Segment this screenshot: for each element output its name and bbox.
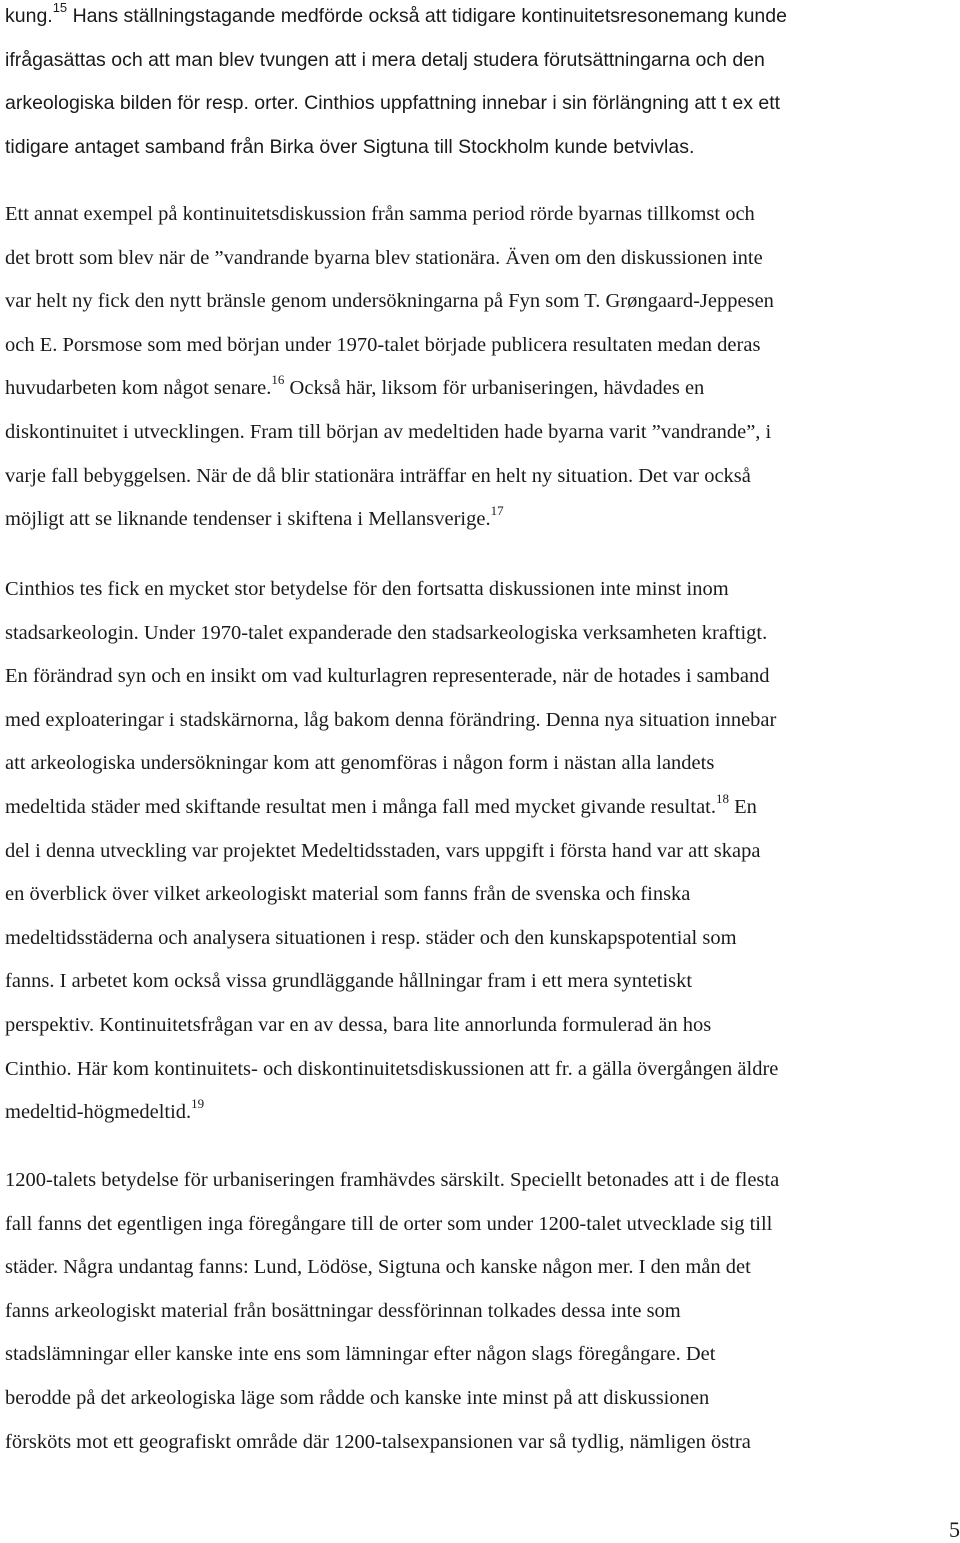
text-line (5, 1091, 778, 1135)
footnote-ref-17: 17 (490, 503, 504, 519)
paragraph-4 (5, 1159, 779, 1464)
text-line: ifrågasättas och att man blev tvungen att i mera detalj studera förutsättningarna och den (5, 48, 765, 71)
text-line: det brott som blev när de ”vandrande byarna blev stationära. Även om den diskussionen inte (5, 246, 763, 269)
text-line: försköts mot ett geografiskt område där 1200-talsexpansionen var så tydlig, nämligen östra (5, 1430, 751, 1453)
text-line: varje fall bebyggelsen. När de då blir stationära inträffar en helt ny situation. Det var också (5, 464, 751, 487)
text-line (5, 786, 778, 830)
line-text: huvudarbeten kom något senare. (5, 377, 272, 400)
line-text: En (729, 795, 757, 818)
footnote-ref-15: 15 (52, 0, 68, 15)
paragraph-1 (5, 0, 787, 169)
text-line: diskontinuitet i utvecklingen. Fram till början av medeltiden hade byarna varit ”vandrande”, i (5, 420, 772, 443)
text-line (5, 82, 787, 126)
text-line: stadslämningar eller kanske inte ens som lämningar efter någon slags föregångare. Det (5, 1343, 716, 1366)
text-line (5, 367, 774, 411)
line-text: arkeologiska bilden för resp. orter. (5, 92, 299, 115)
text-line: en överblick över vilket arkeologiskt material som fanns från de svenska och finska (5, 883, 691, 906)
text-line: fanns arkeologiskt material från bosättningar dessförinnan tolkades dessa inte som (5, 1299, 681, 1322)
text-line: var helt ny fick den nytt bränsle genom undersökningarna på Fyn som T. Grøngaard-Jeppesen (5, 290, 774, 313)
line-text: Cinthios uppfattning innebar i sin förlängning att t ex ett (298, 92, 781, 115)
text-line: städer. Några undantag fanns: Lund, Lödöse, Sigtuna och kanske någon mer. I den mån det (5, 1256, 751, 1279)
text-line: och E. Porsmose som med början under 1970-talet började publicera resultaten medan deras (5, 333, 761, 356)
footnote-ref-19: 19 (191, 1096, 205, 1112)
text-line: fanns. I arbetet kom också vissa grundläggande hållningar fram i ett mera syntetiskt (5, 970, 693, 993)
footnote-ref-18: 18 (716, 790, 729, 806)
line-text: medeltida städer med skiftande resultat men i många fall med mycket givande resultat. (5, 795, 716, 818)
text-line: medeltidsstäderna och analysera situationen i resp. städer och den kunskapspotential som (5, 926, 737, 949)
line-text: medeltid-högmedeltid. (5, 1101, 192, 1124)
page-number: 5 (949, 1517, 960, 1542)
text-line: 1200-talets betydelse för urbaniseringen framhävdes särskilt. Speciellt betonades att i de flesta (5, 1169, 780, 1191)
text-line: med exploateringar i stadskärnorna, låg bakom denna förändring. Denna nya situation innebar (5, 708, 777, 731)
text-line: tidigare antaget samband från Birka över Sigtuna till Stockholm kunde betvivlas. (5, 135, 695, 158)
line-text: Också här, liksom för urbaniseringen, hävdades en (284, 377, 705, 400)
text-line: Ett annat exempel på kontinuitetsdiskussion från samma period rörde byarnas tillkomst och (5, 203, 755, 225)
text-line: Cinthio. Här kom kontinuitets- och diskontinuitetsdiskussionen att fr. a gälla övergången äldre (5, 1057, 779, 1080)
text-line: att arkeologiska undersökningar kom att genomföras i någon form i nästan alla landets (5, 752, 715, 775)
line-text: möjligt att se liknande tendenser i skiftena i Mellansverige. (5, 508, 491, 531)
text-line: Cinthios tes fick en mycket stor betydelse för den fortsatta diskussionen inte minst inom (5, 578, 729, 600)
text-line: berodde på det arkeologiska läge som rådde och kanske inte minst på att diskussionen (5, 1386, 710, 1409)
paragraph-3 (5, 568, 778, 1135)
paragraph-2 (5, 193, 774, 542)
text-line (5, 498, 774, 542)
text-line: del i denna utveckling var projektet Medeltidsstaden, vars uppgift i första hand var att skapa (5, 839, 761, 862)
text-line: fall fanns det egentligen inga föregångare till de orter som under 1200-talet utvecklade sig till (5, 1212, 773, 1235)
text-line: stadsarkeologin. Under 1970-talet expanderade den stadsarkeologiska verksamheten kraftigt. (5, 621, 768, 644)
text-line: perspektiv. Kontinuitetsfrågan var en av dessa, bara lite annorlunda formulerad än hos (5, 1013, 712, 1036)
line-text: kung. (5, 5, 53, 27)
line-text: Hans ställningstagande medförde också att tidigare kontinuitetsresonemang kunde (67, 5, 787, 27)
text-line (5, 0, 787, 39)
text-line: En förändrad syn och en insikt om vad kulturlagren representerade, när de hotades i samband (5, 665, 770, 688)
footnote-ref-16: 16 (271, 372, 285, 388)
